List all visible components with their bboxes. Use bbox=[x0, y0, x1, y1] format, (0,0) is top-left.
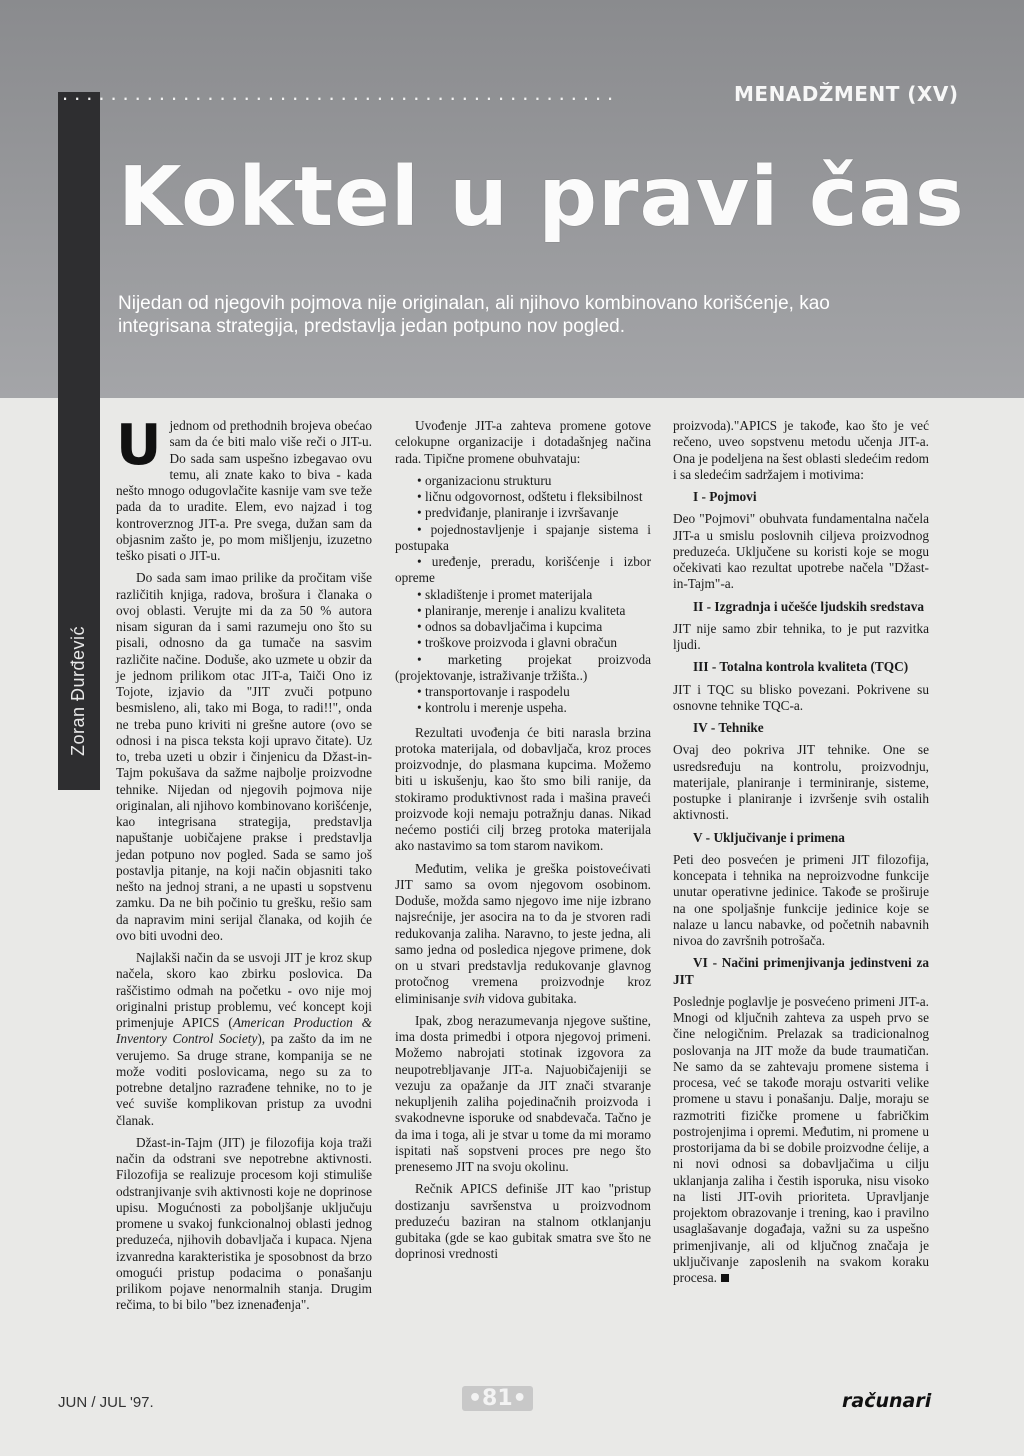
paragraph: Do sada sam imao prilike da pročitam više različitih knjiga, radova, brošura i članaka o ovoj oblasti. Verujte mi da za 50 % autora nisam siguran da i sami razumeju ono što su pisali, odnosno da ga tumače na sasvim različite načine. Doduše, ako uzmete u obzir da je jednom prilikom otac JIT-a, Taiči Ono iz Tojote, izjavio da "JIT zvuči potpuno besmisleno, ali, tako mi Boga, to radi!!", onda ne treba puno kriviti ni grešne autore (ovo se odnosi i na pisca teksta koji upravo čitate). Uz to, treba uzeti u obzir i činjenicu da Džast-in-Tajm pokušava da sažme najbolje proizvodne tehnike. Nijedan od njegovih pojmova nije originalan, ali njihovo kombinovano korišćenje, kao integrisana strategija, predstavlja napuštanje uobičajene prakse i predstavlja jedan potpuno nov pogled. Sada se samo još postavlja pitanje, na koji način objasniti tako nešto na jednoj strani, a ne upasti u sopstvenu zamku. Da ne bih počinio tu grešku, rešio sam da napravim mini serijal članaka, od kojih će ovo biti uvodni deo. bbox=[116, 570, 372, 943]
list-item: • kontrolu i merenje uspeha. bbox=[395, 700, 651, 716]
italic-text: svih bbox=[463, 990, 485, 1006]
paragraph-text: Poslednje poglavlje je posvećeno primeni JIT-a. Mnogi od ključnih zahteva za uspeh prvo se čine nelogičnim. Prelazak sa tradicionalnog poslovanja na JIT može da bude traumatičan. Ne samo da se zahtevaju promene sistema i procesa, već se takođe moraju ostvariti velike promene u stavu i ponašanju. Dalje, moraju se razmotriti fizičke promene u fabričkim postrojenjima i opremi. Međutim, ni promene u prostorijama da bi se dobile proizvodne ćelije, a ni novi odnosi sa dobavljačima u cilju uklanjanja zaliha i čestih isporuka, nisu visoko na listi JIT-ovih prioriteta. Upravljanje projektom obrazovanje i trening, kao i pravilno usaglašavanje događaja, važni su za uspešno primenjivanje, ali od ključnog značaja je uključivanje zaposlenih na svakom koraku procesa. bbox=[673, 993, 929, 1285]
page-number: •81• bbox=[462, 1386, 533, 1411]
paragraph: JIT nije samo zbir tehnika, to je put razvitka ljudi. bbox=[673, 620, 929, 652]
column-1 bbox=[116, 413, 372, 1320]
article-lede: Nijedan od njegovih pojmova nije originalan, ali njihovo kombinovano korišćenje, kao integrisana strategija, predstavlja jedan potpuno nov pogled. bbox=[118, 293, 830, 337]
subheading: VI - Načini primenjivanja jedinstveni za JIT bbox=[673, 955, 929, 987]
list-item: • skladištenje i promet materijala bbox=[395, 587, 651, 603]
paragraph-text: Najlakši način da se usvoji JIT je kroz skup načela, skoro kao zbirku poslovica. Da raščistimo odmah na početku - ovo nije moj originalni pristup problemu, već koncept koji primenjuje APICS ( bbox=[116, 950, 372, 1030]
paragraph: Deo "Pojmovi" obuhvata fundamentalna načela JIT-a u smislu poslovnih ciljeva proizvodnog preduzeća. Uključene su koristi koje se mogu očekivati kao rezultat upotrebe načela "Džast-in-Tajm"-a. bbox=[673, 511, 929, 592]
paragraph: Ovaj deo pokriva JIT tehnike. One se usredsređuju na kontrolu, proizvodnju, materijale, planiranje i terminiranje, sisteme, postupke i planiranje i izvršenje svih ostalih aktivnosti. bbox=[673, 742, 929, 823]
subheading: II - Izgradnja i učešće ljudskih sredstava bbox=[693, 598, 924, 614]
article-body bbox=[116, 413, 934, 1378]
list-item: • marketing projekat proizvoda (projektovanje, istraživanje tržišta..) bbox=[395, 652, 651, 685]
paragraph: Ipak, zbog nerazumevanja njegove suštine, ima dosta primedbi i otpora njegovoj primeni. Možemo nabrojati stotinak izgovora za neupotrebljavanje JIT-a. Najuobičajeniji se vezuju za opažanje da JIT znači stvaranje nekupljenih zaliha pojedinačnih proizvoda i svakodnevne isporuke od snabdevača. Tačno je da ima i toga, ali je stvar u tome da mi moramo ispitati naš sopstveni proces pre nego što prenesemo JIT na svoju okolinu. bbox=[395, 1012, 651, 1174]
paragraph bbox=[395, 861, 651, 1007]
change-list bbox=[395, 473, 651, 717]
column-3 bbox=[673, 418, 929, 1292]
section-label: MENADŽMENT (XV) bbox=[734, 82, 959, 106]
list-item: • planiranje, merenje i analizu kvaliteta bbox=[395, 603, 651, 619]
end-of-article-mark bbox=[721, 1274, 729, 1282]
dotted-rule: .............................................. bbox=[62, 80, 620, 105]
subheading: I - Pojmovi bbox=[693, 489, 757, 504]
italic-text: American Production & Inventory Control Society bbox=[116, 1015, 372, 1047]
paragraph: Peti deo posvećen je primeni JIT filozofija, koncepata i tehnika na neproizvodne funkcije unutar operativne jedinice. Takođe se proširuje na one spoljašnje funkcije jedinice koje se nalaze u lancu nabavke, od početnih nabavnih nivoa do završnih potrošača. bbox=[673, 851, 929, 948]
list-item: • uređenje, preradu, korišćenje i izbor opreme bbox=[395, 554, 651, 587]
paragraph bbox=[673, 994, 929, 1287]
list-item: • ličnu odgovornost, odštetu i fleksibilnost bbox=[395, 489, 651, 505]
magazine-logo: računari bbox=[842, 1390, 932, 1412]
paragraph: Uvođenje JIT-a zahteva promene gotove celokupne organizacije i dotadašnjeg načina rada. Tipične promene obuhvataju: bbox=[395, 418, 651, 466]
article-title: Koktel u pravi čas bbox=[118, 150, 965, 245]
issue-date: JUN / JUL '97. bbox=[58, 1394, 154, 1411]
paragraph-text: ), pa zašto da im ne verujemo. Sa druge strane, kompanija se ne može voditi poslovicama, nego su za to potrebne detaljno razrađene tehnike, no to je već suviše komplikovan pristup za uvodni članak. bbox=[116, 1031, 372, 1128]
paragraph: Rezultati uvođenja će biti narasla brzina protoka materijala, od dobavljača, kroz proces proizvodnje, do plasmana kupcima. Možemo biti u iskušenju, kao što smo bili ranije, da stokiramo produktivnost rada i mašina praveći proizvode koji nemaju potražnju danas. Nikad nećemo postići cilj brzeg protoka materijala ako nastavimo sa tom starom navikom. bbox=[395, 724, 651, 854]
list-item: • predviđanje, planiranje i izvršavanje bbox=[395, 505, 651, 521]
column-2 bbox=[395, 418, 651, 1269]
drop-cap: U bbox=[116, 413, 162, 478]
paragraph-text: vidova gubitaka. bbox=[484, 990, 577, 1006]
paragraph-text: Međutim, velika je greška poistovećivati JIT samo sa ovom njegovom osobinom. Doduše, možda samo njegovo ime nije izbrano najsrećnije, jer asocira na to da je stvoren radi redukovanja zaliha. Naravno, to jeste jedna, ali samo jedna od posledica njegove primene, dok on u stvari predstavlja redukovanje glavnog protočnog vremena proizvodnje kroz eliminisanje bbox=[395, 860, 651, 1006]
list-item: • organizacionu strukturu bbox=[395, 473, 651, 489]
list-item: • troškove proizvoda i glavni obračun bbox=[395, 635, 651, 651]
paragraph: Rečnik APICS definiše JIT kao "pristup dostizanju savršenstva u proizvodnom preduzeću baziran na stalnom otklanjanju gubitaka (gde se kao gubitak smatra sve što ne doprinosi vrednosti bbox=[395, 1181, 651, 1262]
list-item: • pojednostavljenje i spajanje sistema i postupaka bbox=[395, 522, 651, 555]
list-item: • transportovanje i raspodelu bbox=[395, 684, 651, 700]
paragraph: JIT i TQC su blisko povezani. Pokrivene su osnovne tehnike TQC-a. bbox=[673, 681, 929, 713]
subheading: V - Uključivanje i primena bbox=[693, 829, 845, 845]
paragraph bbox=[116, 413, 372, 564]
paragraph bbox=[116, 950, 372, 1129]
author-name: Zoran Đurđević bbox=[68, 625, 88, 756]
subheading: III - Totalna kontrola kvaliteta (TQC) bbox=[693, 659, 909, 675]
paragraph: Džast-in-Tajm (JIT) je filozofija koja traži način da odstrani sve nepotrebne aktivnosti. Filozofija se realizuje procesom koji stimuliše odstranjivanje svih aktivnosti koje ne doprinose upisu. Mogućnosti za poboljšanje uključuju promene u svakoj funkcionalnoj oblasti jednog preduzeća, njihovih dobavljača i kupaca. Njena izvanredna karakteristika je sposobnost da brzo omogući pristup podacima o ponašanju prilikom pojave nenormalnih stanja. Drugim rečima, to bi bilo "bez iznenađenja". bbox=[116, 1134, 372, 1313]
author-byline bbox=[58, 625, 89, 760]
list-item: • odnos sa dobavljačima i kupcima bbox=[395, 619, 651, 635]
paragraph: proizvoda)."APICS je takođe, kao što je već rečeno, uveo sopstvenu metodu učenja JIT-a. Ona je podeljena na šest oblasti sledećim redom i sa sledećim sadržajem i motivima: bbox=[673, 418, 929, 482]
paragraph-text: jednom od prethodnih brojeva obećao sam da će biti malo više reči o JIT-u. Do sada sam uspešno izbegavao ovu temu, ali znate kako to biva - kada nešto mnogo odugovlačite kasnije vam sve teže pada da to uradite. Elem, evo najzad i tog kontroverznog JIT-a. Pre svega, dužan sam da objasnim zašto je, po mom mišljenju, izuzetno teško pisati o JIT-u. bbox=[116, 418, 372, 563]
subheading: IV - Tehnike bbox=[693, 720, 764, 735]
